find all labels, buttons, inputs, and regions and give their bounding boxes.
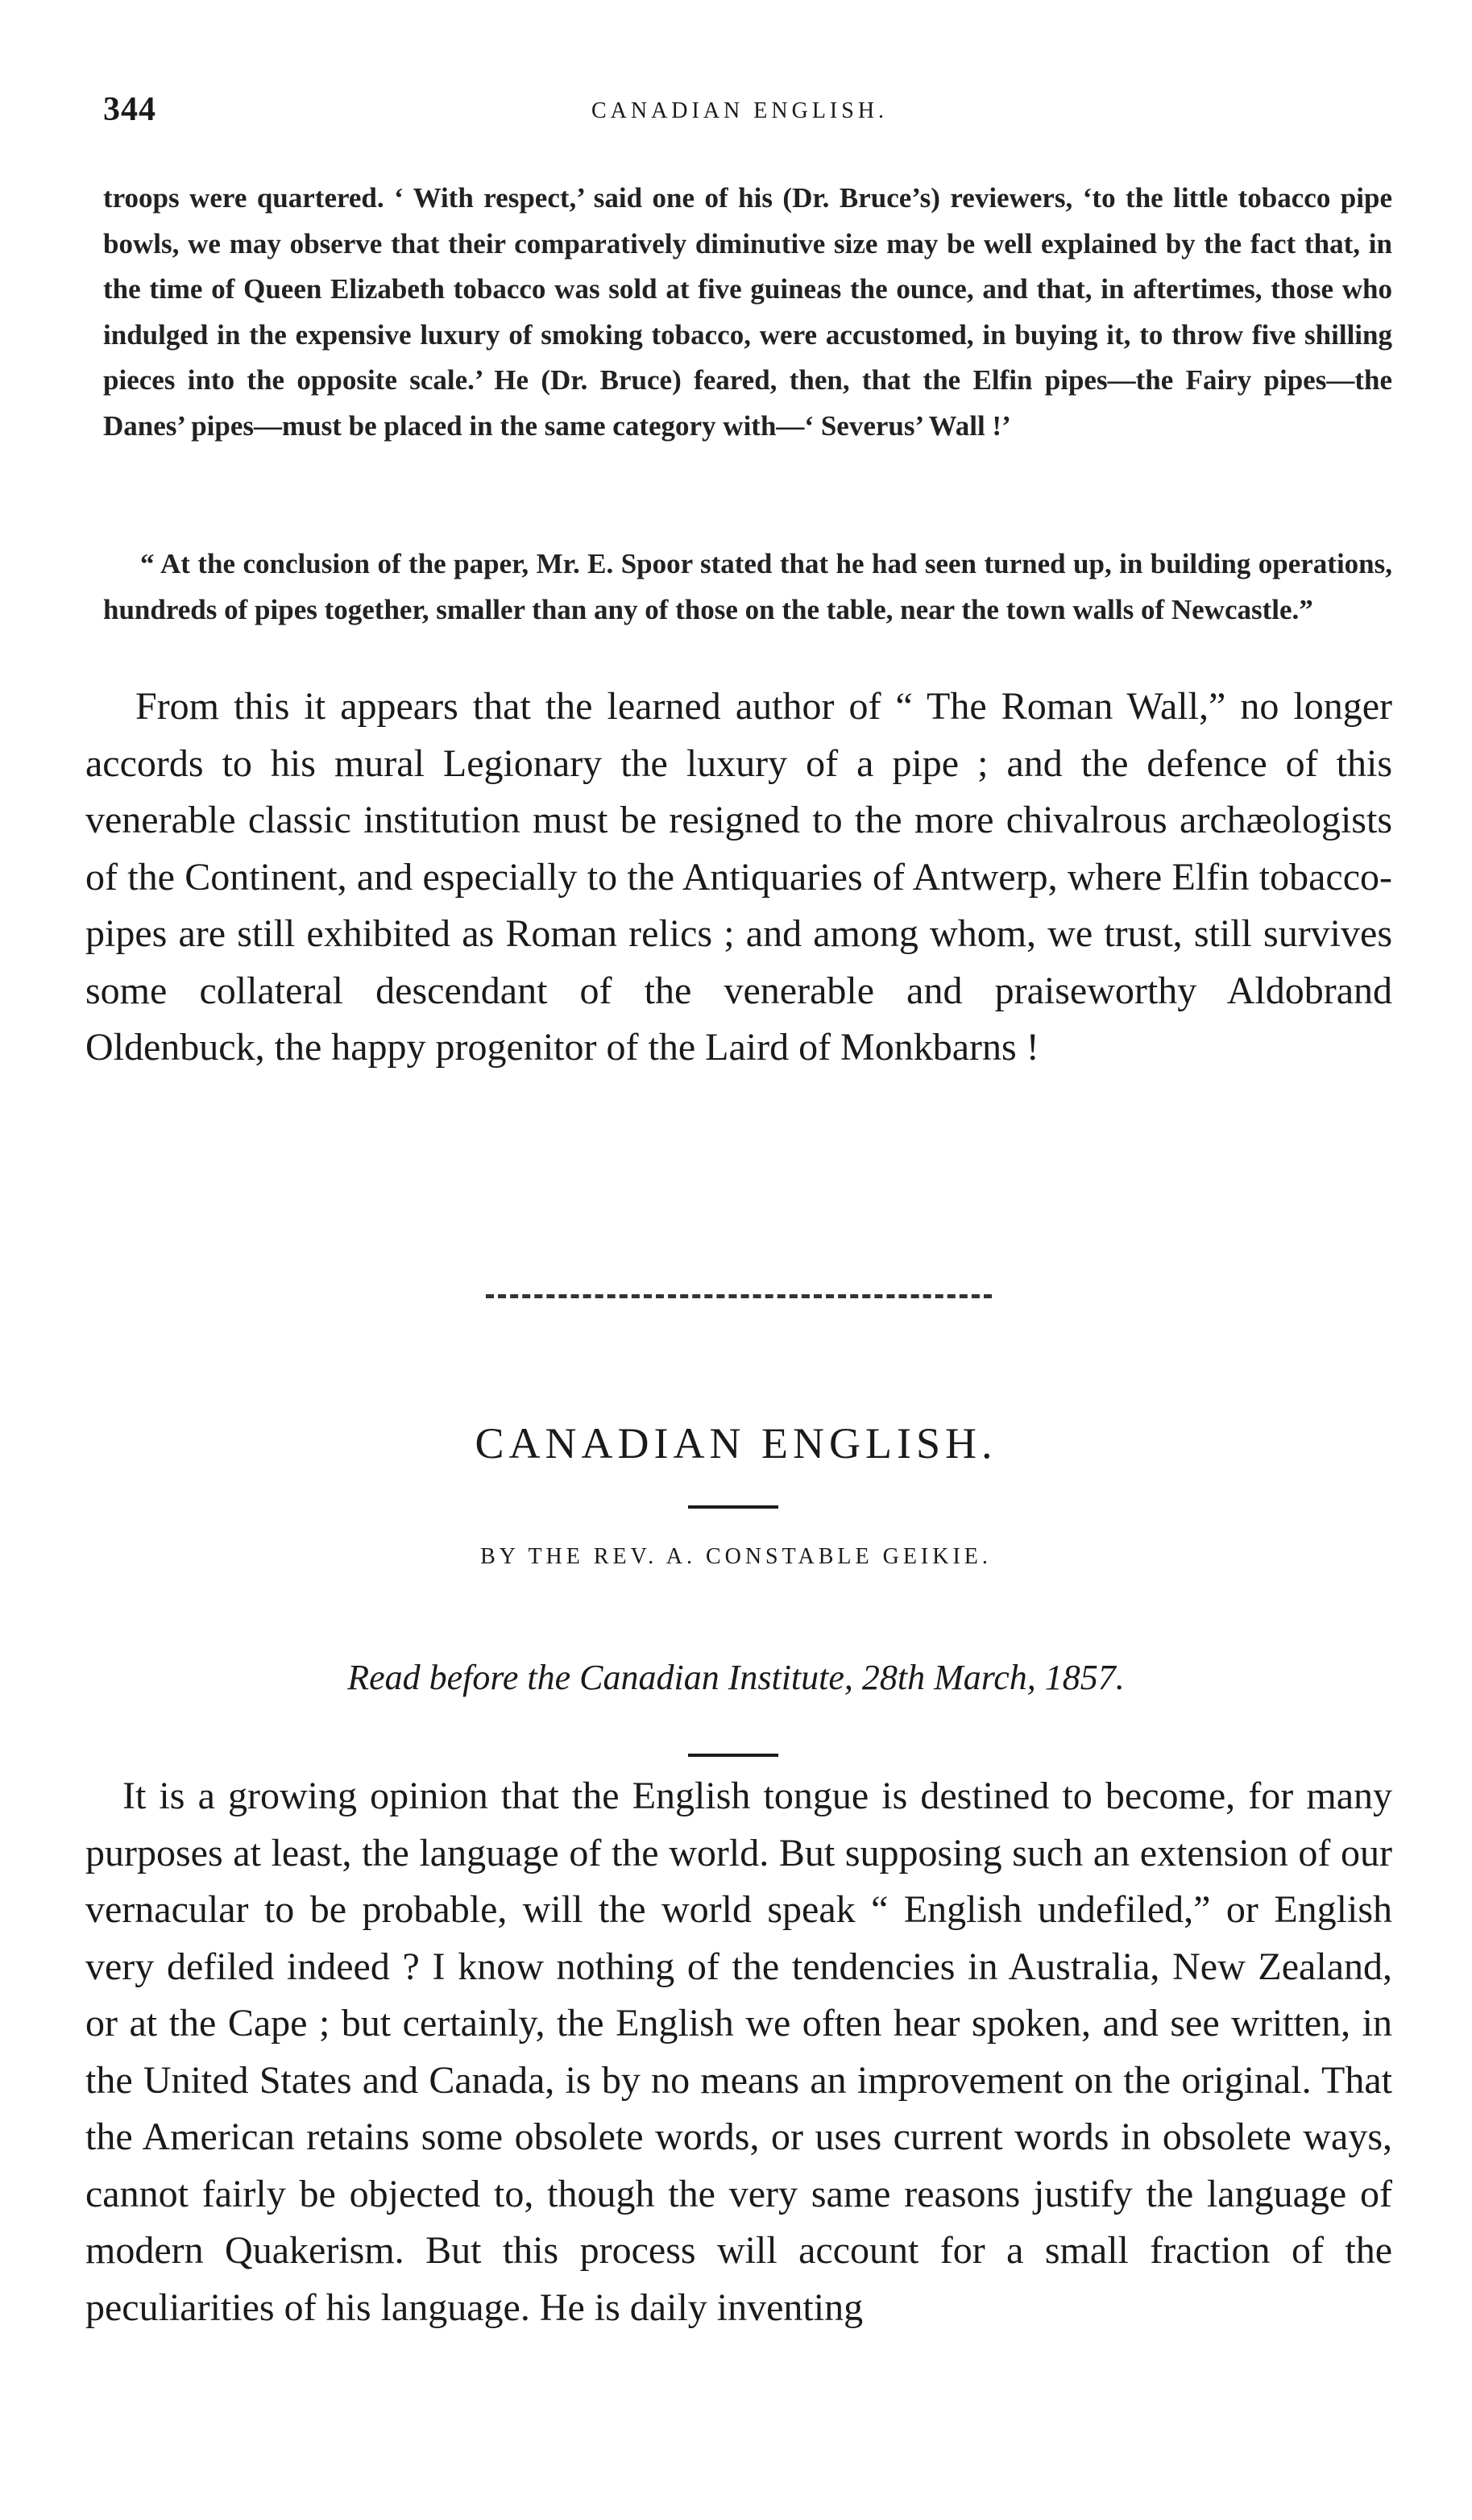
page-number: 344 [103, 91, 156, 128]
quoted-newcastle-paragraph: “ At the conclusion of the paper, Mr. E. Spoor stated that he had seen turned up, in building operations, hundreds of pipes together, smaller than any of those on the table, near the town walls of Newcastle.” [103, 548, 1392, 625]
read-before-note: Read before the Canadian Institute, 28th March, 1857. [347, 1658, 1125, 1697]
title-rule [688, 1505, 778, 1509]
closing-paragraph: From this it appears that the learned author of “ The Roman Wall,” no longer accords to his mural Legionary the luxury of a pipe ; and the defence of this venerable classic institution must be resigned to the more chivalrous archæologists of the Continent, and especially to the Antiquaries of Antwerp, where Elfin tobacco-pipes are still exhibited as Roman relics ; and among whom, we trust, still survives some collateral descendant of the venerable and praiseworthy Aldobrand Oldenbuck, the happy progenitor of the Laird of Monkbarns ! [85, 685, 1392, 1069]
quoted-review-paragraph: troops were quartered. ‘ With respect,’ said one of his (Dr. Bruce’s) reviewers, ‘to the little tobacco pipe bowls, we may observe that their comparatively diminutive size may be well explained by the fact that, in the time of Queen Elizabeth tobacco was sold at five guineas the ounce, and that, in aftertimes, those who indulged in the expensive luxury of smoking tobacco, were accustomed, in buying it, to throw five shilling pieces into the opposite scale.’ He (Dr. Bruce) feared, then, that the Elfin pipes—the Fairy pipes—the Danes’ pipes—must be placed in the same category with—‘ Severus’ Wall !’ [103, 182, 1392, 442]
article-byline: BY THE REV. A. CONSTABLE GEIKIE. [480, 1544, 992, 1569]
opening-paragraph: It is a growing opinion that the English tongue is destined to become, for many purposes at least, the language of the world. But supposing such an extension of our vernacular to be probable, will the world speak “ English undefiled,” or English very defiled indeed ? I know nothing of the tendencies in Australia, New Zealand, or at the Cape ; but certainly, the English we often hear spoken, and see written, in the United States and Canada, is by no means an improvement on the original. That the American retains some obsolete words, or uses current words in obsolete ways, cannot fairly be objected to, though the very same reasons justify the language of modern Quakerism. But this process will account for a small fraction of the peculiarities of his language. He is daily inventing [85, 1775, 1392, 2329]
article-title: CANADIAN ENGLISH. [475, 1419, 997, 1468]
section-divider [486, 1294, 992, 1298]
note-rule [688, 1754, 778, 1757]
running-title: CANADIAN ENGLISH. [591, 98, 889, 123]
running-head [103, 90, 1376, 139]
